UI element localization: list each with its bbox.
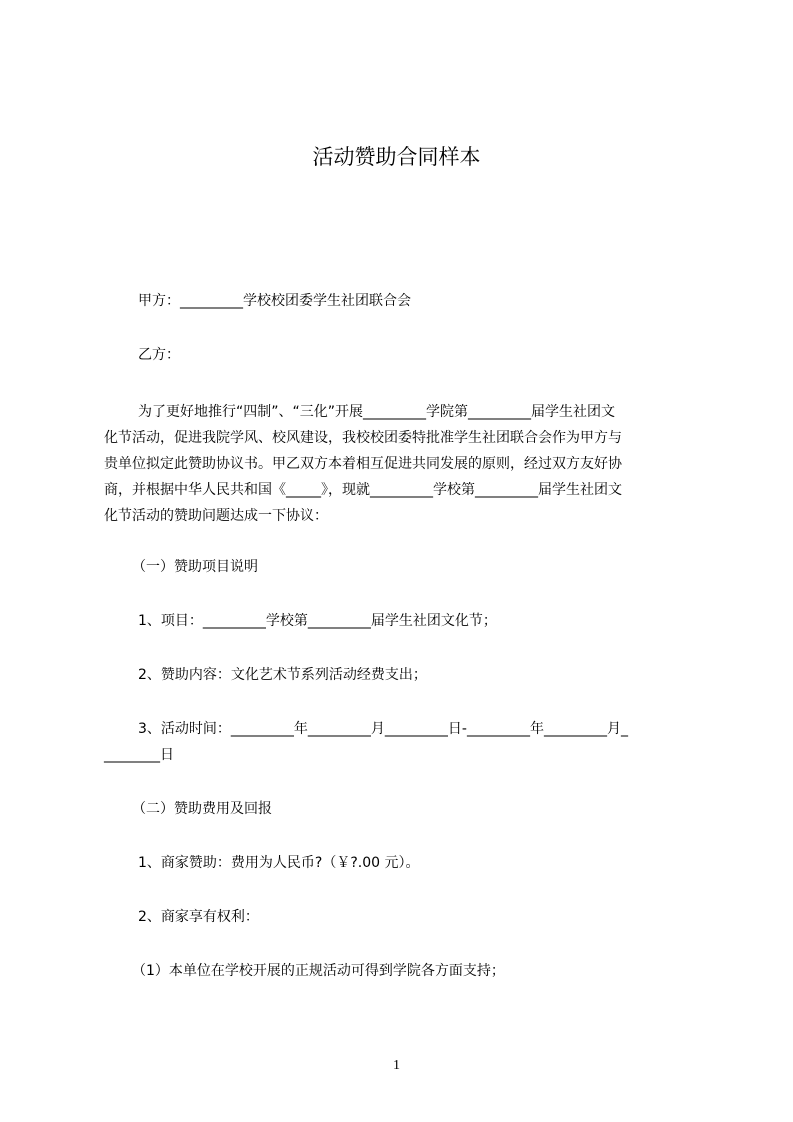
sponsor-rights-line: 2、商家享有权利： xyxy=(138,909,259,925)
item-activity-time: 3、活动时间：_________年_________月_________日-_________年_________月_ xyxy=(138,721,628,737)
intro-line: 化节活动，促进我院学风、校风建设，我校校团委特批准学生社团联合会作为甲方与 xyxy=(104,430,622,446)
intro-paragraph xyxy=(104,399,712,529)
page-number: 1 xyxy=(393,1058,400,1073)
sponsor-right-item-1: （1）本单位在学校开展的正规活动可得到学院各方面支持； xyxy=(132,963,505,979)
party-a-line: 甲方：_________学校校团委学生社团联合会 xyxy=(138,293,411,309)
item-activity-time-cont: ________日 xyxy=(104,747,174,763)
party-b-line: 乙方： xyxy=(138,347,180,363)
document-title: 活动赞助合同样本 xyxy=(312,145,481,169)
item-project: 1、项目：_________学校第_________届学生社团文化节； xyxy=(138,613,497,629)
section-heading-sponsorship-items: （一）赞助项目说明 xyxy=(132,559,258,575)
intro-line: 商，并根据中华人民共和国《_____》，现就_________学校第_________届学生社团文 xyxy=(104,482,622,498)
intro-line: 化节活动的赞助问题达成一下协议： xyxy=(104,508,328,524)
intro-line: 贵单位拟定此赞助协议书。甲乙双方本着相互促进共同发展的原则，经过双方友好协 xyxy=(104,456,622,472)
item-sponsorship-content: 2、赞助内容：文化艺术节系列活动经费支出； xyxy=(138,667,427,683)
section-heading-sponsorship-fee: （二）赞助费用及回报 xyxy=(132,801,272,817)
sponsor-fee-line: 1、商家赞助：费用为人民币?（￥?.00 元）。 xyxy=(138,855,420,871)
intro-line: 为了更好地推行“四制”、“三化”开展_________学院第_________届学生社团文 xyxy=(138,404,616,420)
